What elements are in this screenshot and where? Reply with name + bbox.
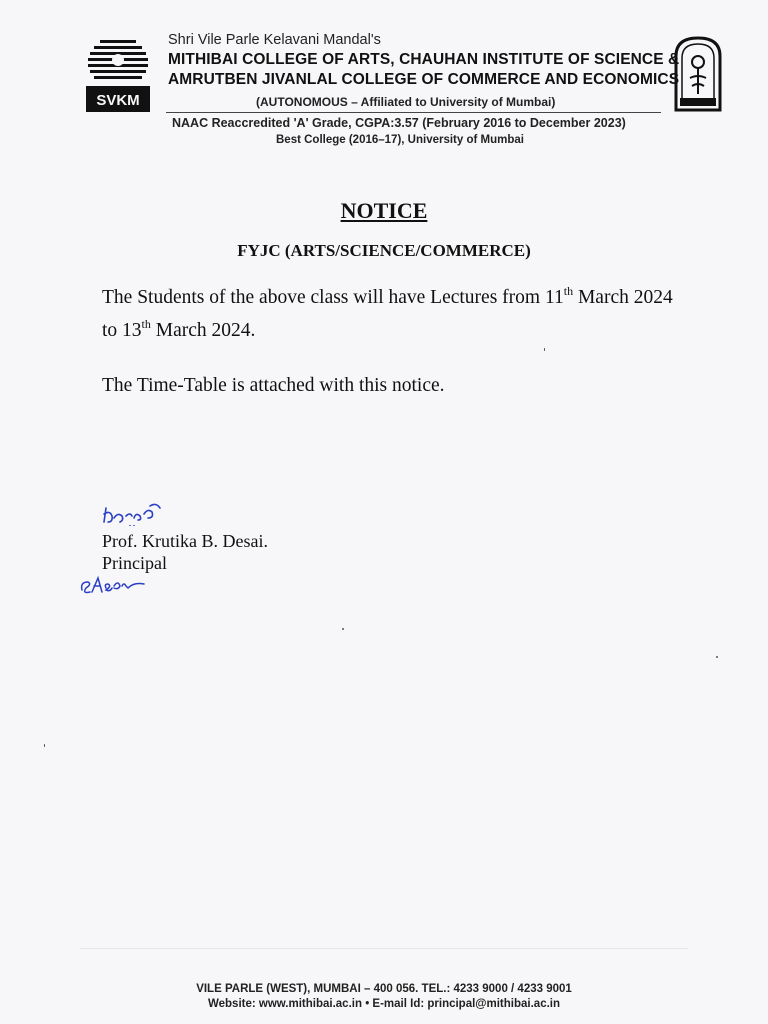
footer-email: E-mail Id: principal@mithibai.ac.in — [372, 998, 560, 1010]
footer-bullet: • — [365, 998, 370, 1010]
footer-contact — [0, 998, 768, 1010]
scan-speck — [342, 628, 344, 630]
principal-signature — [100, 498, 164, 528]
header-divider — [166, 112, 661, 113]
notice-line-2 — [102, 317, 256, 342]
notice-line-2-end: March 2024. — [150, 320, 256, 341]
scan-speck — [716, 656, 718, 658]
svkm-logo — [82, 34, 154, 116]
college-name-line-2: AMRUTBEN JIVANLAL COLLEGE OF COMMERCE AND ECONOMICS — [168, 71, 680, 88]
college-name-line-1: MITHIBAI COLLEGE OF ARTS, CHAUHAN INSTITUTE OF SCIENCE & — [168, 51, 680, 68]
notice-line-1-end: March 2024 — [573, 287, 673, 308]
principal-name: Prof. Krutika B. Desai. — [102, 531, 268, 551]
footer-address: VILE PARLE (WEST), MUMBAI – 400 056. TEL.: 4233 9000 / 4233 9001 — [196, 983, 572, 995]
notice-line-1 — [102, 284, 673, 309]
footer-website: Website: www.mithibai.ac.in — [207, 998, 362, 1010]
ordinal-suffix: th — [563, 284, 574, 298]
notice-line-2-text: to 13 — [102, 320, 142, 341]
notice-subtitle: FYJC (ARTS/SCIENCE/COMMERCE) — [237, 241, 531, 260]
notice-title: NOTICE — [340, 198, 428, 223]
notice-line-1-text: The Students of the above class will have Lectures from 11 — [102, 287, 564, 308]
autonomous-status: (AUTONOMOUS – Affiliated to University of Mumbai) — [256, 95, 556, 109]
naac-accreditation: NAAC Reaccredited 'A' Grade, CGPA:3.57 (February 2016 to December 2023) — [172, 116, 626, 130]
notice-line-3: The Time-Table is attached with this notice. — [102, 375, 445, 396]
ordinal-suffix: th — [141, 317, 151, 331]
svkm-logo-text: SVKM — [96, 92, 140, 109]
footer-divider — [80, 948, 688, 949]
scan-speck — [544, 348, 545, 351]
handwritten-initials — [78, 572, 148, 598]
best-college-award: Best College (2016–17), University of Mumbai — [276, 134, 524, 146]
principal-title: Principal — [102, 553, 167, 573]
scan-speck — [44, 744, 45, 747]
organization-name: Shri Vile Parle Kelavani Mandal's — [168, 32, 381, 48]
college-emblem-icon — [672, 34, 724, 112]
